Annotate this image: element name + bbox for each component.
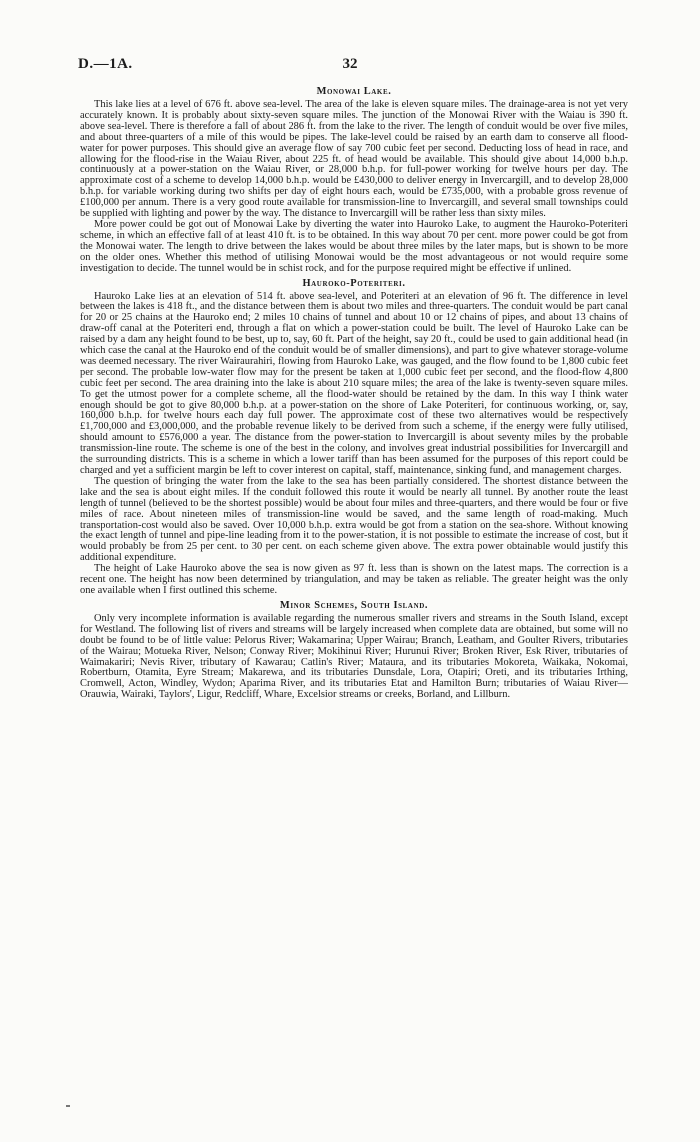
- page-number: 32: [342, 56, 358, 72]
- section-title-hauroko-poteriteri: Hauroko-Poteriteri.: [302, 277, 406, 289]
- margin-mark: [66, 1105, 70, 1107]
- section-title-monowai-lake: Monowai Lake.: [316, 86, 392, 97]
- paragraph: This lake lies at a level of 676 ft. above sea-level. The area of the lake is eleven square miles. The drainage-area is not yet very accurately known. It is probably about sixty-seven square miles. The junction of the Monowai River with the Waiau is 390 ft. above sea-level. There is therefore a fall of about 286 ft. from the lake to the river. The length of conduit would be over five miles, and about three-quarters of a mile of this would be pipes. The lake-level could be raised by an earth dam to conserve all flood-water for power purposes. This should give an average flow of say 700 cubic feet per second. Deducting loss of head in race, and allowing for the flood-rise in the Waiau River, about 225 ft. of head would be available. This should give about 14,000 b.h.p. continuously at a power-station on the Waiau River, or 28,000 b.h.p. for full-power working for twelve hours per day. The approximate cost of a scheme to develop 14,000 b.h.p. would be £430,000 to deliver energy in Invercargill, and to develop 28,000 b.h.p. for variable working during two shifts per day of eight hours each, would be £735,000, with a probable gross revenue of £100,000 per annum. There is a very good route available for transmission-line to Invercargill, and several small townships could be supplied with lighting and power by the way. The distance to Invercargill will be rather less than sixty miles.: [80, 99, 628, 220]
- section-title-minor-schemes: Minor Schemes, South Island.: [279, 599, 429, 611]
- paragraph: The question of bringing the water from the lake to the sea has been partially considered. The shortest distance between the lake and the sea is about eight miles. If the conduit followed this route it would be nearly all tunnel. By another route the least length of tunnel (believed to be the shortest possible) would be about four miles and three-quarters, and there would be four or five miles of race. About nineteen miles of transmission-line would be saved, and the same length of road-making. Much transportation-cost would also be saved. Over 10,000 b.h.p. extra would be got from a station on the sea-shore. Without knowing the exact length of tunnel and pipe-line leading from it to the power-station, it is not possible to estimate the increase of cost, but it would probably be from 25 per cent. to 30 per cent. on each scheme given above. The extra power obtainable would justify this additional expenditure.: [80, 475, 628, 564]
- paragraph: More power could be got out of Monowai Lake by diverting the water into Hauroko Lake, to augment the Hauroko-Poteriteri scheme, in which an effective fall of at least 410 ft. is to be obtained. In this way about 70 per cent. more power could be got from the Monowai water. The length to drive between the lakes would be about three miles by the later maps, but is shown to be more on the older ones. Whether this method of utilising Monowai would be the most advantageous or not would require some investigation to decide. The tunnel would be in schist rock, and for the purpose required might be effective if unlined.: [80, 218, 628, 274]
- page-header: [78, 56, 622, 76]
- paragraph: The height of Lake Hauroko above the sea is now given as 97 ft. less than is shown on the latest maps. The correction is a recent one. The height has now been determined by triangulation, and may be taken as reliable. The greater height was the only one available when I first outlined this scheme.: [80, 563, 628, 596]
- paragraph: Only very incomplete information is available regarding the numerous smaller rivers and streams in the South Island, except for Westland. The following list of rivers and streams will be largely increased when complete data are obtained, but some will no doubt be found to be of little value: Pelorus River; Wakamarina; Upper Wairau; Branch, Leatham, and Goulter Rivers, tributaries of the Wairau; Motueka River, Nelson; Conway River; Mokihinui River; Hurunui River; Broken River, Esk River, tributaries of Waimakariri; Nevis River, tributary of Kawarau; Catlin's River; Mataura, and its tributaries Mokoreta, Waikaka, Nokomai, Robertburn, Otamita, Eyre Stream; Makarewa, and its tributaries Dunsdale, Lora, Otapiri; Oreti, and its tributaries Irthing, Cromwell, Acton, Windley, Wydon; Aparima River, and its tributaries Etat and Hamilton Burn; tributaries of Waiau River—Orauwia, Wairaki, Taylors', Ligur, Redcliff, Whare, Excelsior streams or creeks, Borland, and Lillburn.: [80, 612, 628, 701]
- paragraph: Hauroko Lake lies at an elevation of 514 ft. above sea-level, and Poteriteri at an elevation of 96 ft. The difference in level between the lakes is 418 ft., and the distance between them is about two miles and three-quarters. The conduit would be part canal for 20 or 25 chains at the Hauroko end; 2 miles 10 chains of tunnel and about 10 or 12 chains of pipes, and about 13 chains of draw-off canal at the Poteriteri end, through a flat on which a power-station could be built. The level of Hauroko Lake can be raised by a dam any height found to be best, up to, say, 60 ft. Part of the height, say 20 ft., could be used to gain additional head (in which case the canal at the Hauroko end of the conduit would be of smaller dimensions), and part to give whatever storage-volume was deemed necessary. The river Wairaurahiri, flowing from Hauroko Lake, was gauged, and the flow found to be 1,800 cubic feet per second. The probable low-water flow may for the present be taken at 1,000 cubic feet per second, and the flood-flow 4,800 cubic feet per second. The area draining into the lake is about 210 square miles; the area of the lake is twenty-seven square miles. To get the utmost power for a complete scheme, all the flood-water should be retained by the dam. In this way I think water enough should be got to give 80,000 b.h.p. at a power-station on the shore of Lake Poteriteri, for continuous working, or, say, 160,000 b.h.p. for twelve hours each day full power. The approximate cost of these two alternatives would be respectively £1,700,000 and £3,000,000, and the probable revenue likely to be derived from such a scheme, if the energy were fully utilised, should amount to £576,000 a year. The distance from the power-station to Invercargill is about seventy miles by the probable transmission-line route. The scheme is one of the best in the colony, and involves great industrial possibilities for Invercargill and the surrounding districts. This is a scheme in which a lower tariff than has been assumed for the purposes of this report could be charged and yet a sufficient margin be left to cover interest on capital, staff, maintenance, sinking fund, and management charges.: [80, 290, 628, 476]
- document-reference: D.—1A.: [78, 56, 133, 72]
- document-body: [80, 86, 628, 701]
